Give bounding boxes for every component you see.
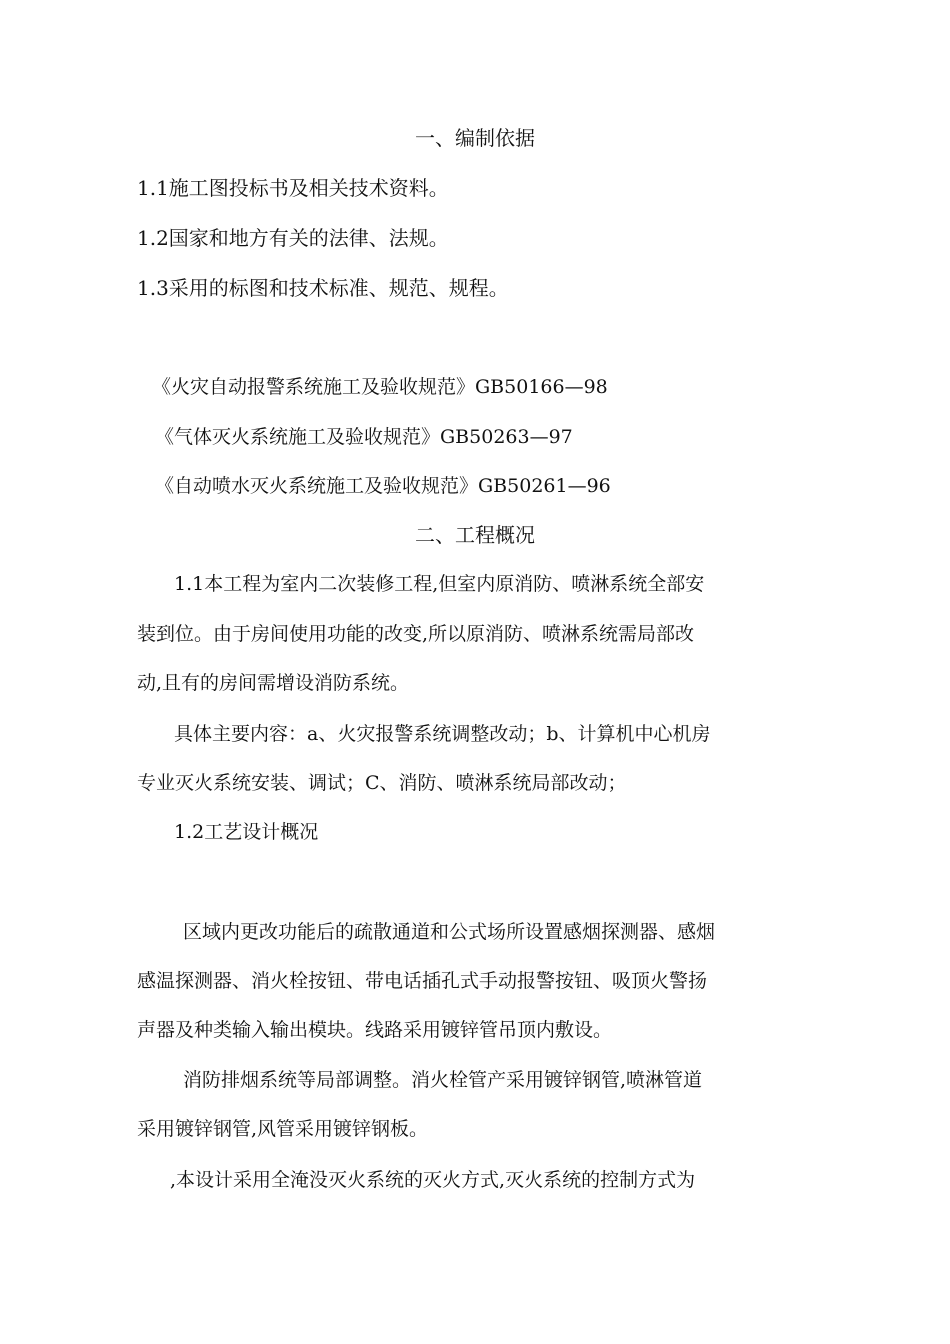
standard-gas-extinguishing: 《气体灭火系统施工及验收规范》GB50263—97 [155,426,573,448]
overview-line-1: 1.1本工程为室内二次装修工程,但室内原消防、喷淋系统全部安 [174,573,705,595]
basis-item-1: 1.1施工图投标书及相关技术资料。 [137,176,449,200]
content-line-2: 专业灭火系统安装、调试；C、消防、喷淋系统局部改动； [137,772,627,794]
basis-item-3: 1.3采用的标图和技术标准、规范、规程。 [137,276,509,300]
section-heading-basis: 一、编制依据 [415,126,535,150]
process-design-subheading: 1.2工艺设计概况 [174,821,319,843]
section-heading-overview: 二、工程概况 [415,523,535,547]
standard-fire-alarm: 《火灾自动报警系统施工及验收规范》GB50166—98 [152,376,608,398]
content-line-1: 具体主要内容：a、火灾报警系统调整改动；b、计算机中心机房 [174,723,711,745]
final-line: ,本设计采用全淹没灭火系统的灭火方式,灭火系统的控制方式为 [170,1169,696,1191]
standard-sprinkler: 《自动喷水灭火系统施工及验收规范》GB50261—96 [155,475,611,497]
alarm-line-2: 感温探测器、消火栓按钮、带电话插孔式手动报警按钮、吸顶火警扬 [137,970,708,992]
basis-item-2: 1.2国家和地方有关的法律、法规。 [137,226,449,250]
overview-line-3: 动,且有的房间需增设消防系统。 [137,672,410,694]
overview-line-2: 装到位。由于房间使用功能的改变,所以原消防、喷淋系统需局部改 [137,623,695,645]
alarm-line-3: 声器及种类输入输出模块。线路采用镀锌管吊顶内敷设。 [137,1019,613,1041]
smoke-line-1: 消防排烟系统等局部调整。消火栓管产采用镀锌钢管,喷淋管道 [183,1069,703,1091]
smoke-line-2: 采用镀锌钢管,风管采用镀锌钢板。 [137,1118,429,1140]
alarm-line-1: 区域内更改功能后的疏散通道和公式场所设置感烟探测器、感烟 [183,921,716,943]
